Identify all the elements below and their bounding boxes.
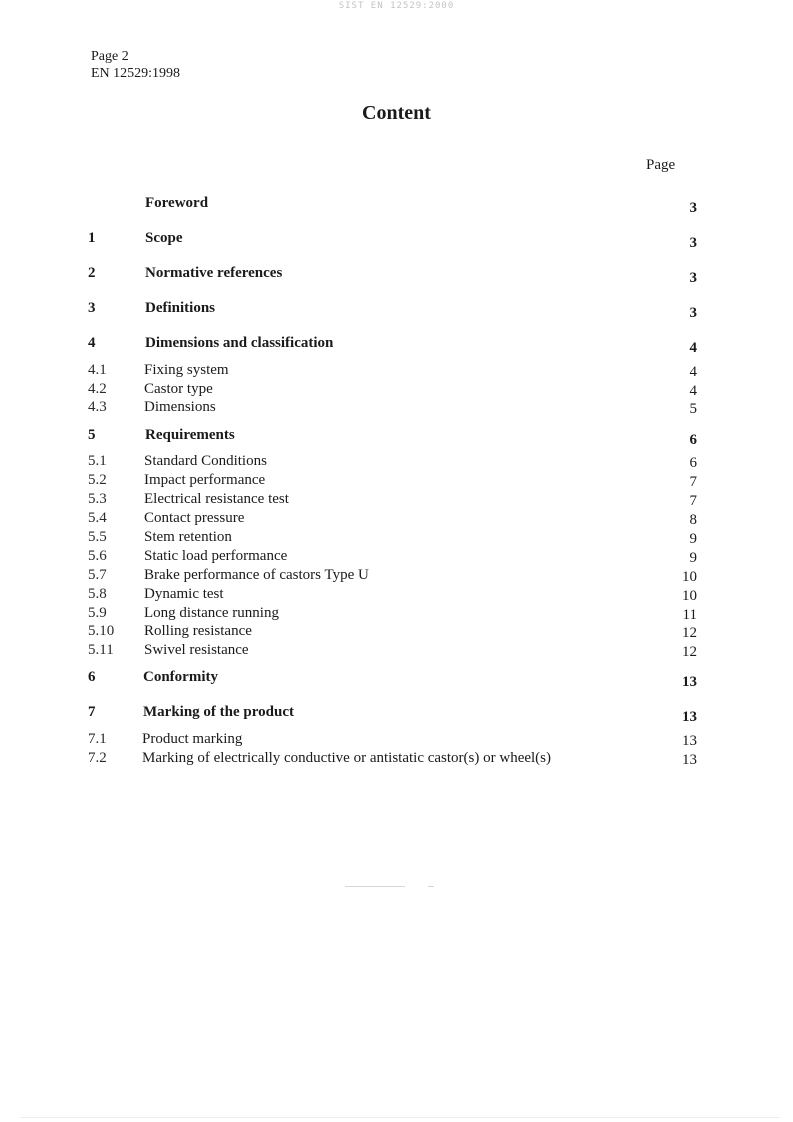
toc-number: 7 (88, 704, 96, 720)
watermark: SIST EN 12529:2000 (338, 1, 455, 11)
toc-label[interactable]: Rolling resistance (144, 623, 252, 639)
scan-speck (345, 886, 405, 887)
toc-page: 10 (682, 569, 697, 585)
toc-label[interactable]: Definitions (145, 300, 216, 316)
toc-label[interactable]: Impact performance (144, 472, 266, 488)
toc-label[interactable]: Foreword (145, 195, 209, 211)
toc-label[interactable]: Standard Conditions (144, 453, 267, 469)
toc-label[interactable]: Requirements (145, 427, 235, 443)
toc-entry-castor-type[interactable] (0, 380, 793, 398)
toc-page: 12 (682, 644, 697, 660)
toc-entry-marking-conductive[interactable] (0, 749, 793, 767)
toc-label[interactable]: Contact pressure (144, 510, 245, 526)
toc-entry-swivel-resistance[interactable] (0, 641, 793, 659)
toc-number: 2 (88, 265, 96, 281)
toc-entry-requirements[interactable] (0, 426, 793, 448)
toc-page: 13 (682, 733, 697, 749)
toc-label[interactable]: Swivel resistance (144, 642, 249, 658)
toc-entry-normative-references[interactable] (0, 264, 793, 286)
page-header (91, 48, 180, 82)
toc-page: 13 (682, 709, 697, 725)
toc-page: 12 (682, 625, 697, 641)
toc-number: 5.10 (88, 623, 115, 639)
page-number: Page 2 (91, 49, 129, 64)
toc-number: 5.9 (88, 605, 107, 621)
toc-page: 8 (689, 512, 697, 528)
toc-label[interactable]: Static load performance (144, 548, 288, 564)
toc-entry-marking-of-the-product[interactable] (0, 703, 793, 725)
toc-label[interactable]: Conformity (143, 669, 218, 685)
toc-number: 5.3 (88, 491, 107, 507)
toc-page: 10 (682, 588, 697, 604)
toc-label[interactable]: Marking of electrically conductive or antistatic castor(s) or wheel(s) (142, 750, 552, 766)
toc-entry-foreword[interactable] (0, 194, 793, 216)
toc-page: 4 (689, 340, 697, 356)
toc-page: 11 (682, 607, 697, 623)
toc-entry-static-load-performance[interactable] (0, 547, 793, 565)
toc-number: 4.3 (88, 399, 107, 415)
toc-number: 5.4 (88, 510, 107, 526)
toc-entry-contact-pressure[interactable] (0, 509, 793, 527)
toc-page: 4 (689, 364, 697, 380)
toc-number: 4.1 (88, 362, 107, 378)
scan-speck (428, 886, 434, 887)
toc-number: 7.2 (88, 750, 107, 766)
toc-entry-conformity[interactable] (0, 668, 793, 690)
toc-entry-definitions[interactable] (0, 299, 793, 321)
toc-page: 9 (689, 531, 697, 547)
toc-page: 13 (682, 752, 697, 768)
toc-entry-dimensions-and-classification[interactable] (0, 334, 793, 356)
toc-label[interactable]: Brake performance of castors Type U (144, 567, 369, 583)
toc-entry-scope[interactable] (0, 229, 793, 251)
toc-page: 6 (689, 432, 697, 448)
toc-entry-fixing-system[interactable] (0, 361, 793, 379)
toc-number: 5.1 (88, 453, 107, 469)
toc-number: 5.11 (88, 642, 114, 658)
toc-number: 5.7 (88, 567, 107, 583)
toc-page: 3 (689, 200, 697, 216)
toc-page: 7 (689, 474, 697, 490)
toc-entry-impact-performance[interactable] (0, 471, 793, 489)
toc-label[interactable]: Castor type (144, 381, 213, 397)
toc-number: 4 (88, 335, 96, 351)
toc-page: 3 (689, 305, 697, 321)
toc-entry-brake-performance[interactable] (0, 566, 793, 584)
toc-page: 9 (689, 550, 697, 566)
toc-page: 5 (689, 401, 697, 417)
toc-label[interactable]: Dimensions and classification (145, 335, 334, 351)
toc-entry-stem-retention[interactable] (0, 528, 793, 546)
toc-label[interactable]: Dimensions (144, 399, 216, 415)
toc-entry-standard-conditions[interactable] (0, 452, 793, 470)
toc-page: 13 (682, 674, 697, 690)
toc-page: 3 (689, 270, 697, 286)
toc-entry-product-marking[interactable] (0, 730, 793, 748)
scan-speck (20, 1117, 780, 1118)
toc-entry-dynamic-test[interactable] (0, 585, 793, 603)
toc-entry-dimensions[interactable] (0, 398, 793, 416)
toc-label[interactable]: Product marking (142, 731, 243, 747)
toc-number: 4.2 (88, 381, 107, 397)
toc-label[interactable]: Stem retention (144, 529, 232, 545)
toc-entry-electrical-resistance-test[interactable] (0, 490, 793, 508)
toc-entry-long-distance-running[interactable] (0, 604, 793, 622)
toc-label[interactable]: Electrical resistance test (144, 491, 289, 507)
toc-page: 6 (689, 455, 697, 471)
toc-label[interactable]: Long distance running (144, 605, 279, 621)
toc-page: 7 (689, 493, 697, 509)
toc-page: 4 (689, 383, 697, 399)
toc-number: 5.6 (88, 548, 107, 564)
toc-entry-rolling-resistance[interactable] (0, 622, 793, 640)
toc-page: 3 (689, 235, 697, 251)
toc-label[interactable]: Scope (145, 230, 183, 246)
toc-number: 5 (88, 427, 96, 443)
toc-label[interactable]: Normative references (145, 265, 283, 281)
toc-number: 5.8 (88, 586, 107, 602)
toc-label[interactable]: Fixing system (144, 362, 229, 378)
toc-number: 5.5 (88, 529, 107, 545)
toc-label[interactable]: Marking of the product (143, 704, 294, 720)
toc-number: 5.2 (88, 472, 107, 488)
toc-number: 1 (88, 230, 96, 246)
toc-label[interactable]: Dynamic test (144, 586, 224, 602)
page-title: Content (362, 102, 431, 124)
toc-number: 7.1 (88, 731, 107, 747)
toc-number: 3 (88, 300, 96, 316)
toc-number: 6 (88, 669, 96, 685)
page-column-label: Page (646, 157, 676, 173)
standard-id: EN 12529:1998 (91, 66, 181, 81)
